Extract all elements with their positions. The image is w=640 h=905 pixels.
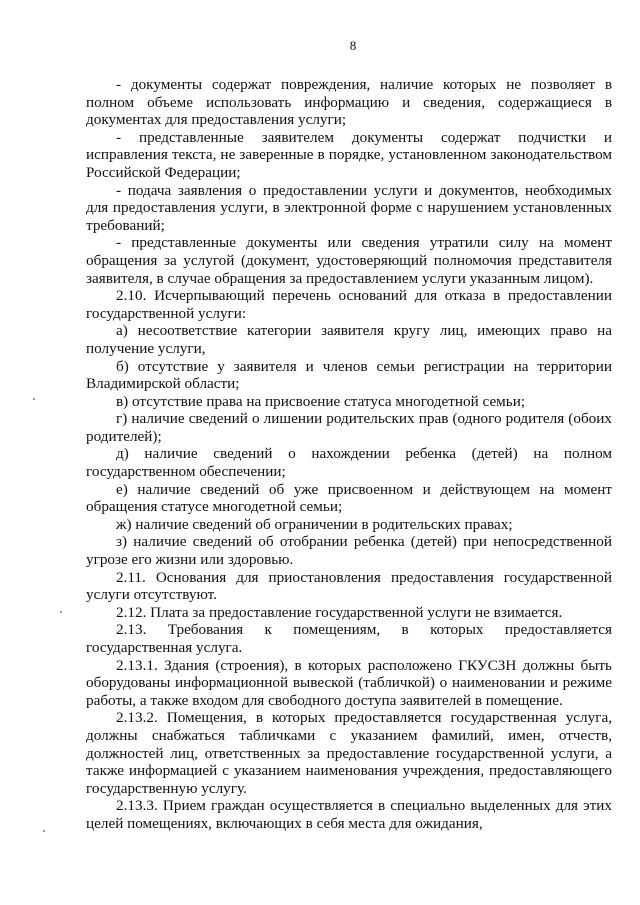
paragraph: - представленные заявителем документы содержат подчистки и исправления текста, не заверенные в порядке, установленном законодательством Российской Федерации;	[86, 128, 612, 181]
page-number: 8	[349, 38, 357, 53]
paragraph: - подача заявления о предоставлении услуги и документов, необходимых для предоставления услуги, в электронной форме с нарушением установленных требований;	[86, 181, 612, 234]
scan-speck	[33, 398, 35, 400]
section-heading-2-10: 2.10. Исчерпывающий перечень оснований для отказа в предоставлении государственной услуги:	[86, 287, 612, 322]
section-2-13-2: 2.13.2. Помещения, в которых предоставляется государственная услуга, должны снабжаться табличками с указанием фамилий, имен, отчеств, должностей лиц, ответственных за предоставление государственной услуги, а также информацией с указанием наименования учреждения, предоставляющего государственную услугу.	[86, 709, 612, 797]
list-item-v: в) отсутствие права на присвоение статуса многодетной семьи;	[116, 392, 526, 410]
section-2-12: 2.12. Плата за предоставление государственной услуги не взимается.	[116, 603, 563, 621]
section-2-11: 2.11. Основания для приостановления предоставления государственной услуги отсутствуют.	[86, 568, 612, 604]
list-item-z: з) наличие сведений об отобрании ребенка (детей) при непосредственной угрозе его жизни или здоровью.	[86, 533, 612, 569]
list-item-b: б) отсутствие у заявителя и членов семьи регистрации на территории Владимирской области;	[86, 357, 612, 393]
scan-speck	[43, 830, 45, 832]
scan-speck	[60, 611, 62, 613]
section-2-13-1: 2.13.1. Здания (строения), в которых расположено ГКУСЗН должны быть оборудованы информационной вывеской (табличкой) о наименовании и режиме работы, а также входом для свободного доступа заявителей в помещение.	[86, 656, 612, 709]
list-item-d: д) наличие сведений о нахождении ребенка (детей) на полном государственном обеспечении;	[86, 445, 612, 481]
body-text	[86, 76, 612, 833]
section-2-13: 2.13. Требования к помещениям, в которых предоставляется государственная услуга.	[86, 621, 612, 656]
section-2-13-3: 2.13.3. Прием граждан осуществляется в специально выделенных для этих целей помещениях, включающих в себя места для ожидания,	[86, 797, 612, 832]
list-item-zh: ж) наличие сведений об ограничении в родительских правах;	[116, 515, 513, 533]
list-item-a: а) несоответствие категории заявителя кругу лиц, имеющих право на получение услуги,	[86, 322, 612, 357]
paragraph: - документы содержат повреждения, наличие которых не позволяет в полном объеме использовать информацию и сведения, содержащиеся в документах для предоставления услуги;	[86, 76, 612, 129]
list-item-e: е) наличие сведений об уже присвоенном и действующем на момент обращения статусе многодетной семьи;	[86, 480, 612, 516]
paragraph: - представленные документы или сведения утратили силу на момент обращения за услугой (документ, удостоверяющий полномочия представителя заявителя, в случае обращения за предоставлением услуги указанным лицом).	[86, 234, 612, 287]
list-item-g: г) наличие сведений о лишении родительских прав (одного родителя (обоих родителей);	[86, 410, 612, 445]
